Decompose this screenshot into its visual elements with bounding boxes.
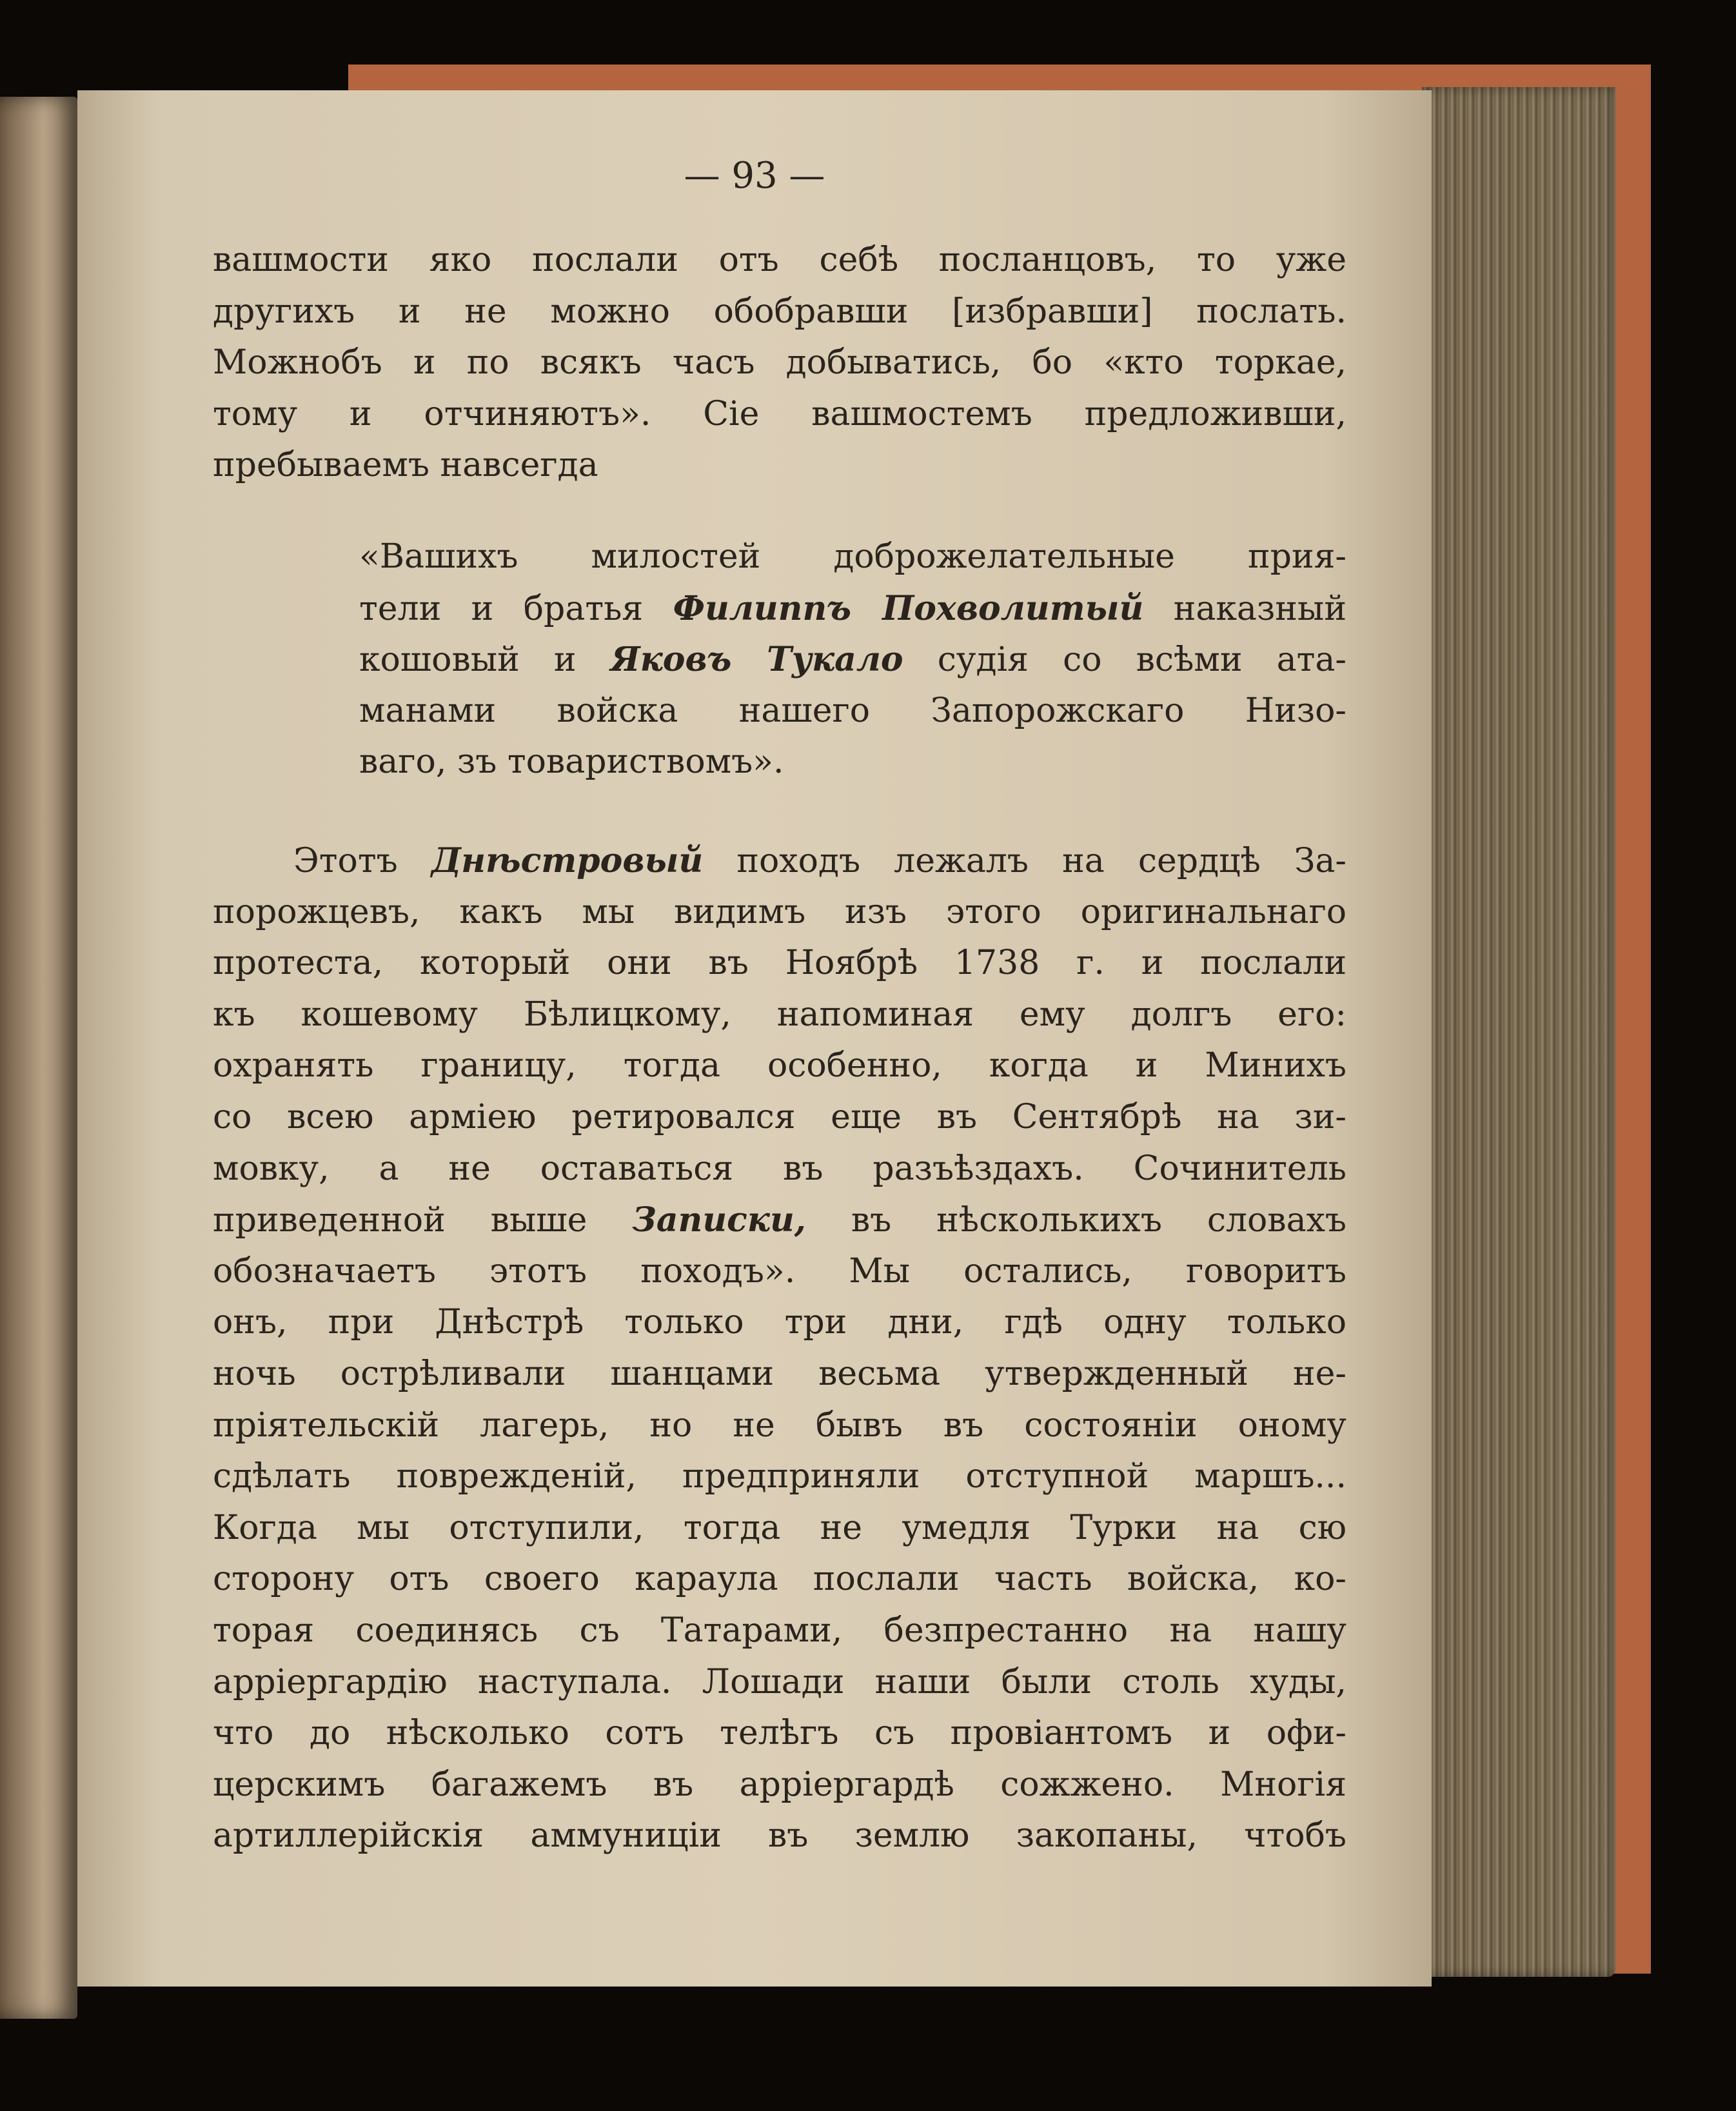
- text-fragment: Этотъ: [293, 842, 431, 880]
- paragraph-campaign: [213, 835, 1346, 1862]
- text-fragment: приведенной выше: [213, 1201, 633, 1240]
- text-line: торая соединясь съ Татарами, безпрестанно на нашу: [213, 1611, 1346, 1650]
- text-fragment: походъ лежалъ на сердцѣ За-: [703, 842, 1346, 880]
- text-line: сдѣлать поврежденій, предприняли отступной маршъ...: [213, 1457, 1346, 1496]
- quote-line: [359, 634, 1346, 686]
- text-line: охранять границу, тогда особенно, когда и Минихъ: [213, 1046, 1346, 1085]
- quote-line: ваго, зъ товариствомъ».: [359, 742, 784, 782]
- book-page: [77, 90, 1432, 1987]
- text-line: пріятельскій лагерь, но не бывъ въ состояніи оному: [213, 1405, 1346, 1445]
- quote-line: [359, 583, 1346, 635]
- text-line: Когда мы отступили, тогда не умедля Турки на сю: [213, 1508, 1346, 1547]
- text-line: Можнобъ и по всякъ часъ добыватись, бо «кто торкае,: [213, 343, 1346, 382]
- text-line: тому и отчиняютъ». Сіе вашмостемъ предложивши,: [213, 394, 1346, 433]
- source-title: Записки,: [632, 1200, 806, 1240]
- text-fragment: въ нѣсколькихъ словахъ: [805, 1201, 1346, 1240]
- text-line: ночь острѣливали шанцами весьма утвержденный не-: [213, 1354, 1346, 1393]
- quote-text: судія со всѣми ата-: [903, 640, 1347, 680]
- person-name: Яковъ Тукало: [610, 640, 903, 680]
- quote-text: тели и братья: [359, 589, 673, 628]
- text-line: пребываемъ навсегда: [213, 446, 598, 485]
- text-line: арріергардію наступала. Лошади наши были столь худы,: [213, 1662, 1346, 1701]
- person-name: Филиппъ Похволитый: [673, 588, 1144, 628]
- text-line: церскимъ багажемъ въ арріергардѣ сожжено. Многія: [213, 1765, 1346, 1804]
- text-line: мовку, а не оставаться въ разъѣздахъ. Сочинитель: [213, 1149, 1346, 1188]
- quote-line: «Вашихъ милостей доброжелательные прия-: [359, 537, 1346, 576]
- paragraph-letter-end: [213, 235, 1346, 491]
- text-line: сторону отъ своего караула послали часть войска, ко-: [213, 1560, 1346, 1599]
- page-number: — 93 —: [684, 155, 825, 197]
- text-line: онъ, при Днѣстрѣ только три дни, гдѣ одну только: [213, 1303, 1346, 1342]
- quote-text: наказный: [1143, 589, 1346, 628]
- text-line: обозначаетъ этотъ походъ». Мы остались, говоритъ: [213, 1251, 1346, 1291]
- text-line: порожцевъ, какъ мы видимъ изъ этого оригинальнаго: [213, 892, 1346, 931]
- text-line: артиллерійскія аммуниціи въ землю закопаны, чтобъ: [213, 1816, 1346, 1856]
- text-line: вашмости яко послали отъ себѣ посланцовъ, то уже: [213, 241, 1346, 279]
- text-line: протеста, который они въ Ноябрѣ 1738 г. и послали: [213, 944, 1346, 983]
- text-line: другихъ и не можно обобравши [избравши] послать.: [213, 292, 1346, 331]
- page-stack-edge: [1422, 87, 1615, 1977]
- place-name: Днѣстровый: [431, 841, 704, 880]
- quote-line: манами войска нашего Запорожскаго Низо-: [359, 691, 1346, 730]
- quote-text: кошовый и: [359, 640, 611, 680]
- text-line: къ кошевому Бѣлицкому, напоминая ему долгъ его:: [213, 995, 1346, 1034]
- text-line: со всею арміею ретировался еще въ Сентябрѣ на зи-: [213, 1097, 1346, 1136]
- text-line: [213, 835, 1346, 887]
- text-line: что до нѣсколько сотъ телѣгъ съ провіантомъ и офи-: [213, 1714, 1346, 1753]
- text-line: [213, 1194, 1346, 1246]
- signature-quote: [359, 531, 1346, 788]
- left-page-edge: [0, 97, 77, 2019]
